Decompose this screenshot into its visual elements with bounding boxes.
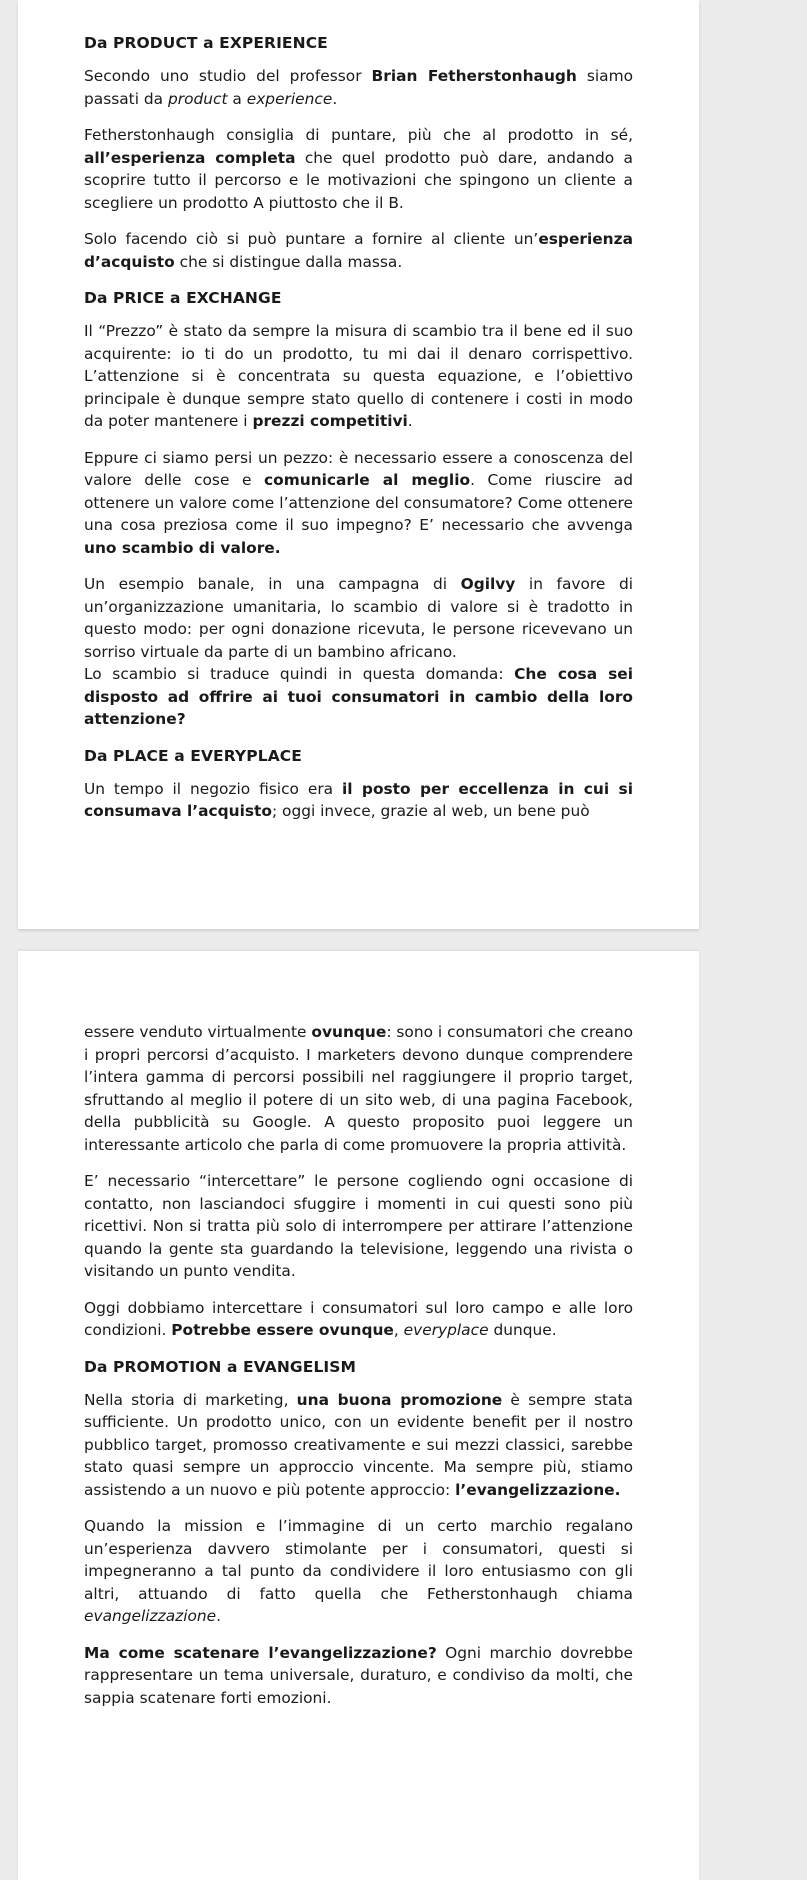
paragraph: Solo facendo ciò si può puntare a fornire al cliente un’esperienza d’acquisto che si distingue dalla massa. — [84, 230, 633, 271]
paragraph: Un tempo il negozio fisico era il posto per eccellenza in cui si consumava l’acquisto; oggi invece, grazie al web, un bene può — [84, 779, 633, 820]
paragraph: Nella storia di marketing, una buona promozione è sempre stata sufficiente. Un prodotto unico, con un evidente benefit per il nostro pubblico target, promosso creativamente e sui mezzi classici, sarebbe stato quasi sempre un approccio vincente. Ma sempre più, stiamo assistendo a un nuovo e più potente approccio: l’evangelizzazione. — [84, 1390, 633, 1499]
section-title-place-everyplace: Da PLACE a EVERYPLACE — [84, 746, 302, 765]
section-title-product-experience: Da PRODUCT a EXPERIENCE — [84, 34, 328, 52]
paragraph: Quando la mission e l’immagine di un certo marchio regalano un’esperienza davvero stimolante per i consumatori, questi si impegneranno a tal punto da condividere il loro entusiasmo con gli altri, attuando di fatto quella che Fetherstonhaugh chiama evangelizzazione. — [84, 1517, 633, 1625]
paragraph: Un esempio banale, in una campagna di Ogilvy in favore di un’organizzazione umanitaria, lo scambio di valore si è tradotto in questo modo: per ogni donazione ricevuta, le persone ricevevano un sorriso virtuale da parte di un bambino africano. — [84, 575, 633, 661]
paragraph: E’ necessario “intercettare” le persone cogliendo ogni occasione di contatto, non lasciandoci sfuggire i momenti in cui questi sono più ricettivi. Non si tratta più solo di interrompere per attirare l’attenzione quando la gente sta guardando la televisione, leggendo una rivista o visitando un punto vendita. — [84, 1172, 633, 1280]
section-title-price-exchange: Da PRICE a EXCHANGE — [84, 289, 282, 307]
paragraph: Lo scambio si traduce quindi in questa domanda: Che cosa sei disposto ad offrire ai tuoi consumatori in cambio della loro attenzione? — [84, 665, 634, 728]
document-page-1 — [18, 0, 699, 929]
paragraph: Eppure ci siamo persi un pezzo: è necessario essere a conoscenza del valore delle cose e comunicarle al meglio. Come riuscire ad ottenere un valore come l’attenzione del consumatore? Come ottenere una cosa preziosa come il suo impegno? E’ necessario che avvenga uno scambio di valore. — [84, 448, 634, 557]
paragraph: Secondo uno studio del professor Brian Fetherstonhaugh siamo passati da product a experience. — [84, 67, 633, 108]
paragraph: Oggi dobbiamo intercettare i consumatori sul loro campo e alle loro condizioni. Potrebbe essere ovunque, everyplace dunque. — [84, 1298, 633, 1339]
document-page-2 — [18, 951, 699, 1880]
paragraph: essere venduto virtualmente ovunque: sono i consumatori che creano i propri percorsi d’acquisto. I marketers devono dunque comprendere l’intera gamma di percorsi possibili nel raggiungere il proprio target, sfruttando al meglio il potere di un sito web, di una pagina Facebook, della pubblicità su Google. A questo proposito puoi leggere un interessante articolo che parla di come promuovere la propria attività. — [84, 1023, 634, 1154]
paragraph: Ma come scatenare l’evangelizzazione? Ogni marchio dovrebbe rappresentare un tema universale, duraturo, e condiviso da molti, che sappia scatenare forti emozioni. — [84, 1643, 634, 1707]
paragraph: Fetherstonhaugh consiglia di puntare, più che al prodotto in sé, all’esperienza completa che quel prodotto può dare, andando a scoprire tutto il percorso e le motivazioni che spingono un cliente a scegliere un prodotto A piuttosto che il B. — [84, 126, 633, 212]
paragraph: Il “Prezzo” è stato da sempre la misura di scambio tra il bene ed il suo acquirente: io ti do un prodotto, tu mi dai il denaro corrispettivo. L’attenzione si è concentrata su questa equazione, e l’obiettivo principale è dunque sempre stato quello di contenere i costi in modo da poter mantenere i prezzi competitivi. — [84, 322, 633, 430]
section-title-promotion-evangelism: Da PROMOTION a EVANGELISM — [84, 1357, 357, 1376]
